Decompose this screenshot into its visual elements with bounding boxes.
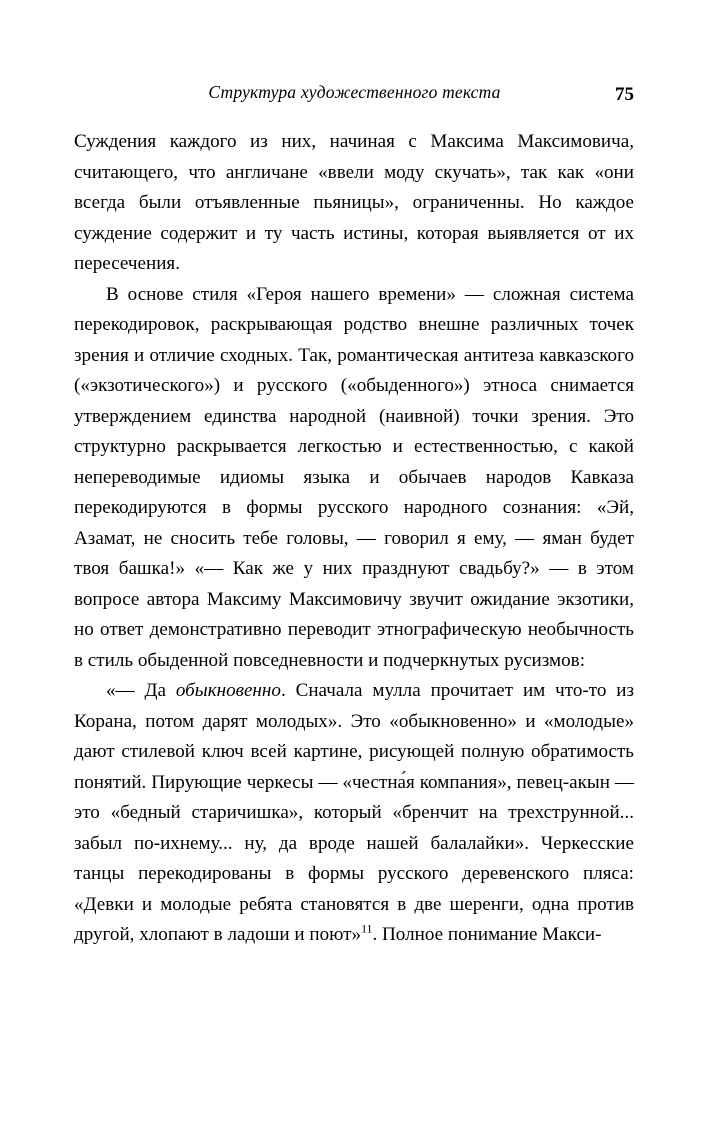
text-run: «— Да [106,680,176,701]
running-head [75,82,634,106]
body-text [74,127,634,951]
italic-run: обыкновенно [175,680,281,701]
text-run: Суждения каждого из них, начиная с Максима Максимовича, считающего, что англичане «ввели моду скучать», так как «они всегда были отъявленные пьяницы», ограниченны. Но каждое суждение содержит и ту часть истины, которая выявляется от их пересечения. [74,131,634,274]
page-number: 75 [615,84,634,105]
text-run: . Полное понимание Макси- [372,924,602,945]
paragraph [74,280,634,677]
footnote-reference: 11 [361,921,373,936]
paragraph [74,127,634,280]
running-head-title: Структура художественного текста [208,82,501,102]
text-run: . Сначала мулла прочитает им что-то из Корана, потом дарят молодых». Это «обыкновенно» и «молодые» дают стилевой ключ всей картине, рисующей полную обратимость понятий. Пирующие черкесы — «честна́я компания», певец-акын — это «бедный старичишка», который «бренчит на трехструнной... забыл по-ихнему... ну, да вроде нашей балалайки». Черкесские танцы перекодированы в формы русского деревенского пляса: «Девки и молодые ребята становятся в две шеренги, одна против другой, хлопают в ладоши и поют» [74,680,634,945]
text-run: В основе стиля «Героя нашего времени» — сложная система перекодировок, раскрывающая родство внешне различных точек зрения и отличие сходных. Так, романтическая антитеза кавказского («экзотического») и русского («обыденного») этноса снимается утверждением единства народной (наивной) точки зрения. Это структурно раскрывается легкостью и естественностью, с какой непереводимые идиомы языка и обычаев народов Кавказа перекодируются в формы русского народного сознания: «Эй, Азамат, не сносить тебе головы, — говорил я ему, — яман будет твоя башка!» «— Как же у них празднуют свадьбу?» — в этом вопросе автора Максиму Максимовичу звучит ожидание экзотики, но ответ демонстративно переводит этнографическую необычность в стиль обыденной повседневности и подчеркнутых русизмов: [74,283,634,671]
paragraph [74,676,634,951]
